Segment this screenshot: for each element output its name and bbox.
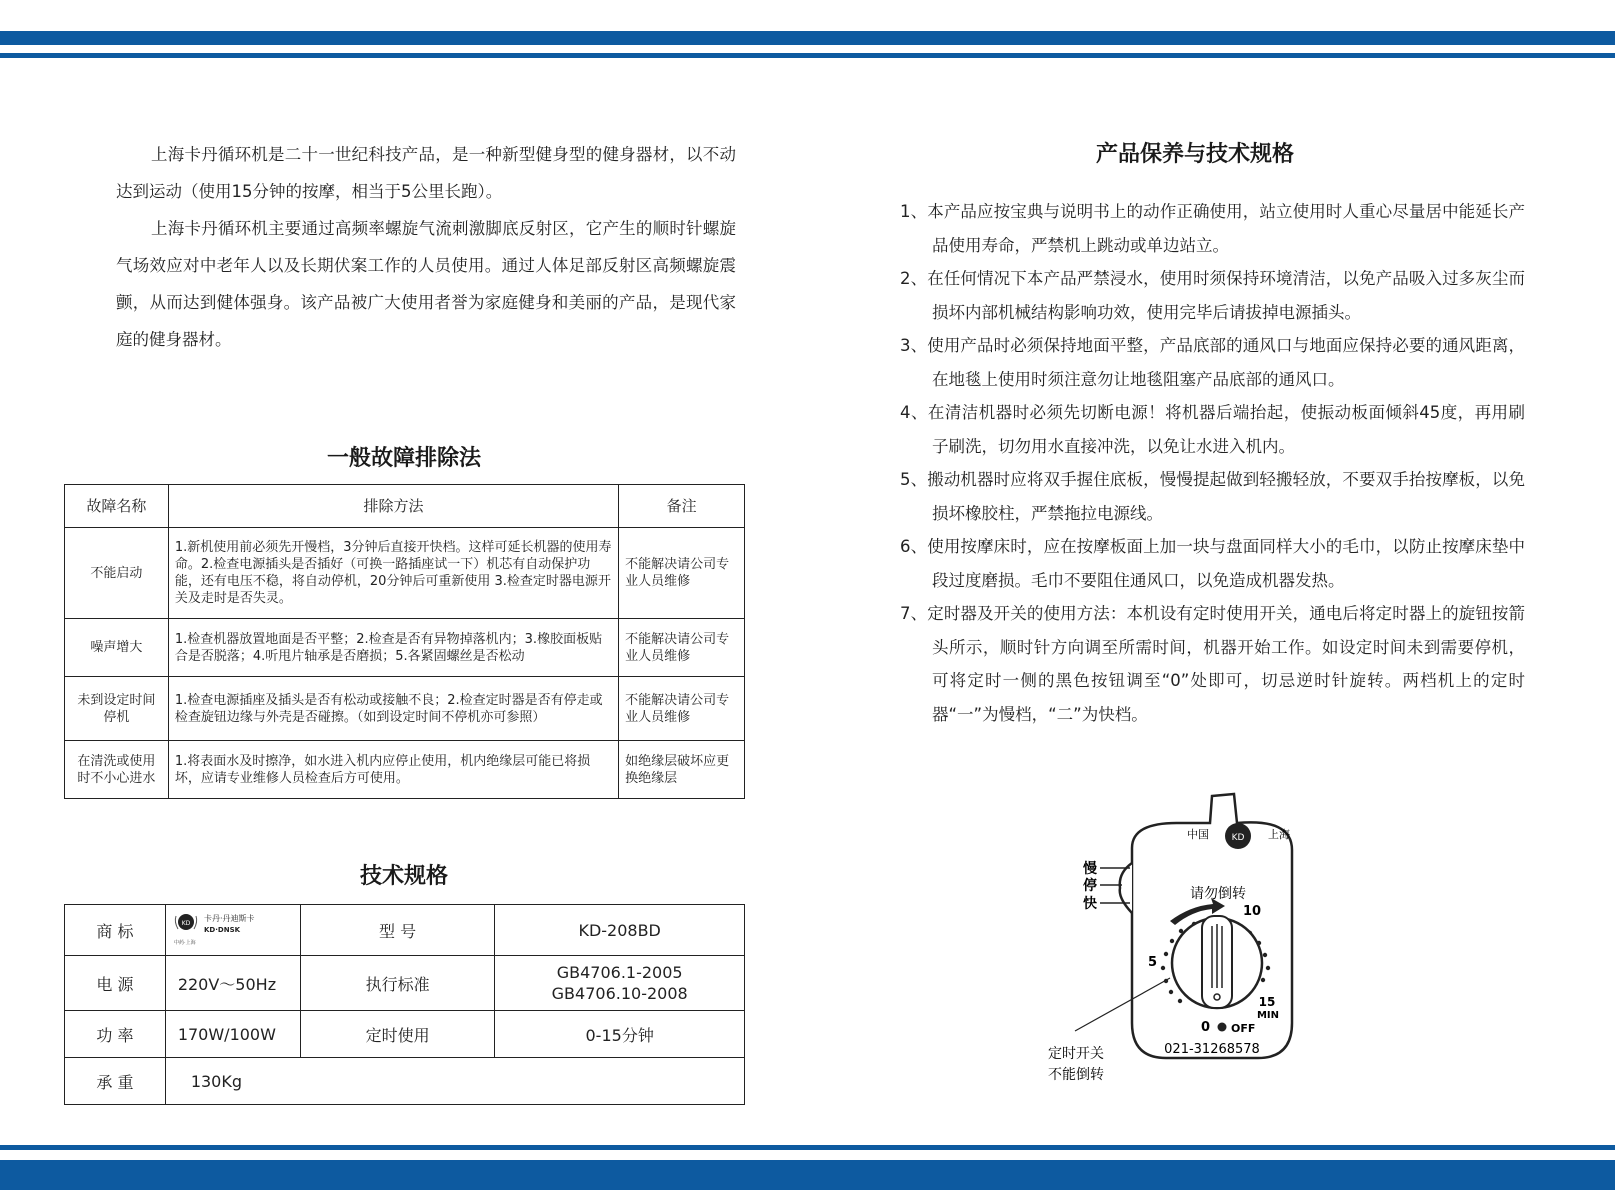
top-band-thick <box>0 31 1615 45</box>
spec-row-power <box>65 956 745 1011</box>
fault-note: 不能解决请公司专业人员维修 <box>619 528 745 619</box>
spec-row-load <box>65 1058 745 1105</box>
label-slow: 慢 <box>1083 861 1097 877</box>
warning-text: 请勿倒转 <box>1190 886 1246 902</box>
list-item: 5、搬动机器时应将双手握住底板，慢慢提起做到轻搬轻放，不要双手抬按摩板，以免损坏橡胶柱，严禁拖拉电源线。 <box>900 470 1525 523</box>
wattage-label: 功 率 <box>65 1011 166 1058</box>
fault-method: 1.新机使用前必须先开慢档，3分钟后直接开快档。这样可延长机器的使用寿命。2.检查电源插头是否插好（可换一路插座试一下）机芯有自动保护功能，还有电压不稳，将自动停机，20分钟后可重新使用 3.检查定时器电源开关及走时是否失灵。 <box>168 528 618 619</box>
kd-logo-icon <box>172 908 290 948</box>
fault-table <box>64 484 745 799</box>
table-row <box>65 677 745 741</box>
label-stop: 停 <box>1083 878 1097 894</box>
svg-text:KD: KD <box>181 920 191 927</box>
svg-text:卡丹·丹迪斯卡: 卡丹·丹迪斯卡 <box>203 914 255 923</box>
maintenance-section-title: 产品保养与技术规格 <box>1095 142 1294 167</box>
phone-number: 021-31268578 <box>1164 1042 1260 1057</box>
table-row <box>65 741 745 799</box>
fault-table-header <box>65 485 745 528</box>
intro-paragraph-2: 上海卡丹循环机主要通过高频率螺旋气流刺激脚底反射区，它产生的顺时针螺旋气场效应对中老年人以及长期伏案工作的人员使用。通过人体足部反射区高频螺旋震颤，从而达到健体强身。该产品被广大使用者誉为家庭健身和美丽的产品，是现代家庭的健身器材。 <box>116 219 736 349</box>
label-china: 中国 <box>1187 828 1209 841</box>
top-band-thin <box>0 53 1615 58</box>
power-label: 电 源 <box>65 956 166 1011</box>
fault-method: 1.检查机器放置地面是否平整；2.检查是否有异物掉落机内；3.橡胶面板贴合是否脱落；4.听甩片轴承是否磨损；5.各紧固螺丝是否松动 <box>168 619 618 677</box>
list-item: 3、使用产品时必须保持地面平整，产品底部的通风口与地面应保持必要的通风距离，在地毯上使用时须注意勿让地毯阻塞产品底部的通风口。 <box>900 336 1525 389</box>
standard-label: 执行标准 <box>300 956 495 1011</box>
label-shanghai: 上海 <box>1268 828 1290 841</box>
scale-0: 0 <box>1201 1020 1211 1035</box>
caption-line-1: 定时开关 <box>1048 1046 1104 1062</box>
table-row <box>65 619 745 677</box>
standard-value-2: GB4706.10-2008 <box>551 984 688 1003</box>
svg-text:中药·上海: 中药·上海 <box>173 940 196 946</box>
fault-name: 未到设定时间停机 <box>65 677 169 741</box>
bottom-band-thin <box>0 1145 1615 1150</box>
scale-15: 15 <box>1258 995 1276 1009</box>
brand-label: 商 标 <box>65 905 166 956</box>
svg-text:KD: KD <box>1231 833 1245 843</box>
intro-text <box>116 136 736 358</box>
standard-value-1: GB4706.1-2005 <box>556 963 683 982</box>
table-row <box>65 528 745 619</box>
timer-label: 定时使用 <box>300 1011 495 1058</box>
label-fast: 快 <box>1083 896 1097 912</box>
timer-value: 0-15分钟 <box>495 1011 745 1058</box>
fault-method: 1.将表面水及时擦净，如水进入机内应停止使用，机内绝缘层可能已将损坏，应请专业维修人员检查后方可使用。 <box>168 741 618 799</box>
fault-section-title: 一般故障排除法 <box>326 446 481 471</box>
list-item: 1、本产品应按宝典与说明书上的动作正确使用，站立使用时人重心尽量居中能延长产品使用寿命，严禁机上跳动或单边站立。 <box>900 202 1525 255</box>
list-item: 7、定时器及开关的使用方法：本机设有定时使用开关，通电后将定时器上的旋钮按箭头所示，顺时针方向调至所需时间，机器开始工作。如设定时间未到需要停机，可将定时一侧的黑色按钮调至“0”处即可，切忌逆时针旋转。两档机上的定时器“一”为慢档，“二”为快档。 <box>900 604 1525 724</box>
svg-text:KD·DNSK: KD·DNSK <box>203 926 240 934</box>
off-dot <box>1218 1023 1227 1032</box>
load-label: 承 重 <box>65 1058 166 1105</box>
model-label: 型 号 <box>300 905 495 956</box>
timer-diagram <box>1030 788 1320 1088</box>
spec-section-title: 技术规格 <box>359 864 448 889</box>
model-value: KD-208BD <box>495 905 745 956</box>
intro-paragraph-1: 上海卡丹循环机是二十一世纪科技产品，是一种新型健身型的健身器材，以不动达到运动（使用15分钟的按摩，相当于5公里长跑）。 <box>116 145 736 201</box>
fault-note: 不能解决请公司专业人员维修 <box>619 619 745 677</box>
list-item: 6、使用按摩床时，应在按摩板面上加一块与盘面同样大小的毛巾，以防止按摩床垫中段过度磨损。毛巾不要阻住通风口，以免造成机器发热。 <box>900 537 1525 590</box>
wattage-value: 170W/100W <box>165 1011 300 1058</box>
caption-line-2: 不能倒转 <box>1048 1067 1104 1083</box>
spec-table <box>64 904 745 1105</box>
standard-value <box>495 956 745 1011</box>
side-switch <box>1120 863 1132 913</box>
list-item: 4、在清洁机器时必须先切断电源！将机器后端抬起，使振动板面倾斜45度，再用刷子刷洗，切勿用水直接冲洗，以免让水进入机内。 <box>900 403 1525 456</box>
power-value: 220V～50Hz <box>165 956 300 1011</box>
fault-name: 噪声增大 <box>65 619 169 677</box>
fault-method: 1.检查电源插座及插头是否有松动或接触不良；2.检查定时器是否有停走或检查旋钮边缘与外壳是否碰擦。（如到设定时间不停机亦可参照） <box>168 677 618 741</box>
header-method: 排除方法 <box>168 485 618 528</box>
fault-note: 不能解决请公司专业人员维修 <box>619 677 745 741</box>
scale-off: OFF <box>1231 1022 1256 1035</box>
scale-10: 10 <box>1243 904 1262 919</box>
load-value: 130Kg <box>165 1058 744 1105</box>
fault-name: 不能启动 <box>65 528 169 619</box>
bottom-band-thick <box>0 1160 1615 1190</box>
brand-logo <box>165 905 300 956</box>
spec-row-brand <box>65 905 745 956</box>
list-item: 2、在任何情况下本产品严禁浸水，使用时须保持环境清洁，以免产品吸入过多灰尘而损坏内部机械结构影响功效，使用完毕后请拔掉电源插头。 <box>900 269 1525 322</box>
fault-name: 在清洗或使用时不小心进水 <box>65 741 169 799</box>
spec-row-wattage <box>65 1011 745 1058</box>
header-fault-name: 故障名称 <box>65 485 169 528</box>
scale-5: 5 <box>1148 955 1158 970</box>
scale-min: MIN <box>1256 1010 1280 1021</box>
header-note: 备注 <box>619 485 745 528</box>
fault-note: 如绝缘层破坏应更换绝缘层 <box>619 741 745 799</box>
maintenance-list <box>900 195 1525 731</box>
